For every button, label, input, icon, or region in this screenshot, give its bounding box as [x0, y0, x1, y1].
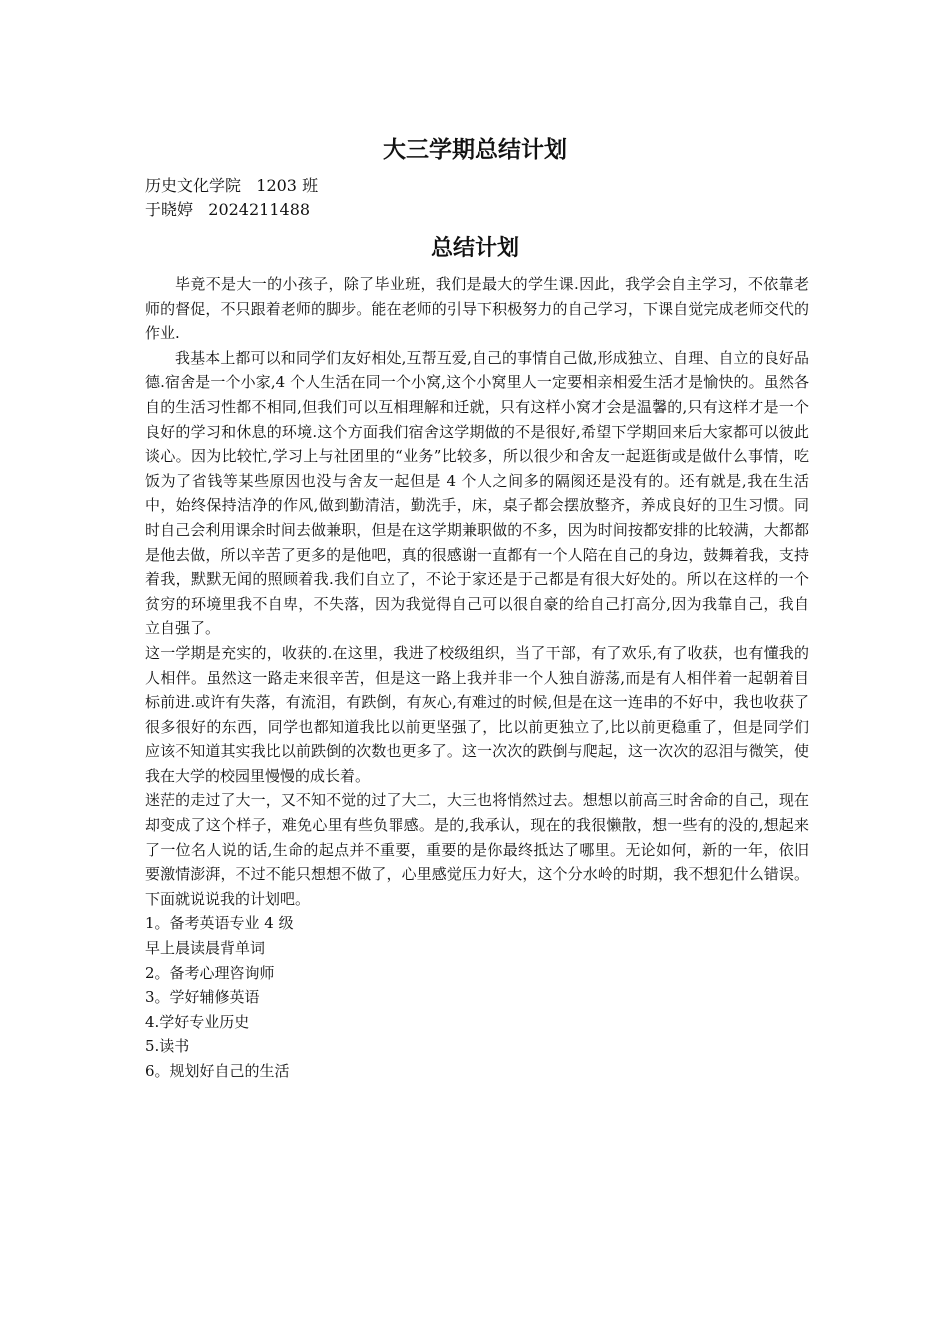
plan-item: 1。备考英语专业 4 级 — [145, 914, 294, 933]
plan-item: 6。规划好自己的生活 — [145, 1062, 290, 1080]
author-name-id: 于晓婷 2024211488 — [145, 200, 311, 219]
section-subtitle: 总结计划 — [430, 235, 519, 261]
document-title: 大三学期总结计划 — [383, 137, 567, 163]
paragraph-reflection: 迷茫的走过了大一，又不知不觉的过了大二，大三也将悄然过去。想想以前高三时舍命的自己，现在却变成了这个样子，难免心里有些负罪感。是的,我承认，现在的我很懒散，想一些有的没的,想起来了一位名人说的话,生命的起点并不重要，重要的是你最终抵达了哪里。无论如何，新的一年，依旧要激情澎湃，不过不能只想想不做了，心里感觉压力好大，这个分水岭的时期，我不想犯什么错误。下面就说说我的计划吧。 — [145, 791, 809, 908]
plan-item: 3。学好辅修英语 — [145, 988, 260, 1007]
plan-item: 2。备考心理咨询师 — [145, 963, 275, 982]
paragraph-dorm-life: 我基本上都可以和同学们友好相处,互帮互爱,自己的事情自己做,形成独立、自理、自立的良好品德.宿舍是一个小家,4 个人生活在同一个小窝,这个小窝里人一定要相亲相爱生活才是愉快的。虽然各自的生活习性都不相同,但我们可以互相理解和迁就，只有这样小窝才会是温馨的,只有这样才是一个良好的学习和休息的环境.这个方面我们宿舍这学期做的不是很好,希望下学期回来后大家都可以彼此谈心。因为比较忙,学习上与社团里的“业务”比较多，所以很少和舍友一起逛街或是做什么事情，吃饭为了省钱等某些原因也没与舍友一起但是 4 个人之间多的隔阂还是没有的。还有就是,我在生活中，始终保持洁净的作风,做到勤清洁，勤洗手，床，桌子都会摆放整齐，养成良好的卫生习惯。同时自己会利用课余时间去做兼职，但是在这学期兼职做的不多，因为时间按都安排的比较满，大都都是他去做，所以辛苦了更多的是他吧，真的很感谢一直都有一个人陪在自己的身边，鼓舞着我，支持着我，默默无闻的照顾着我.我们自立了，不论于家还是于己都是有很大好处的。所以在这样的一个贫穷的环境里我不自卑，不失落，因为我觉得自己可以很自豪的给自己打高分,因为我靠自己，我自立自强了。 — [145, 348, 809, 638]
paragraph-study: 毕竟不是大一的小孩子，除了毕业班，我们是最大的学生课.因此，我学会自主学习，不依靠老师的督促，不只跟着老师的脚步。能在老师的引导下积极努力的自己学习，下课自觉完成老师交代的作业. — [145, 275, 809, 343]
paragraph-semester-gains: 这一学期是充实的，收获的.在这里，我进了校级组织，当了干部，有了欢乐,有了收获，也有懂我的人相伴。虽然这一路走来很辛苦，但是这一路上我并非一个人独自游荡,而是有人相伴着一起朝着目标前进.或许有失落，有流泪，有跌倒，有灰心,有难过的时候,但是在这一连串的不好中，我也收获了很多很好的东西，同学也都知道我比以前更坚强了，比以前更独立了,比以前更稳重了，但是同学们应该不知道其实我比以前跌倒的次数也更多了。这一次次的跌倒与爬起，这一次次的忍泪与微笑，使我在大学的校园里慢慢的成长着。 — [145, 643, 809, 785]
document-body — [145, 272, 809, 1084]
plan-item: 4.学好专业历史 — [145, 1012, 250, 1031]
plan-item: 5.读书 — [145, 1037, 190, 1056]
plan-item: 早上晨读晨背单词 — [145, 939, 266, 958]
author-college-class: 历史文化学院 1203 班 — [145, 176, 319, 195]
